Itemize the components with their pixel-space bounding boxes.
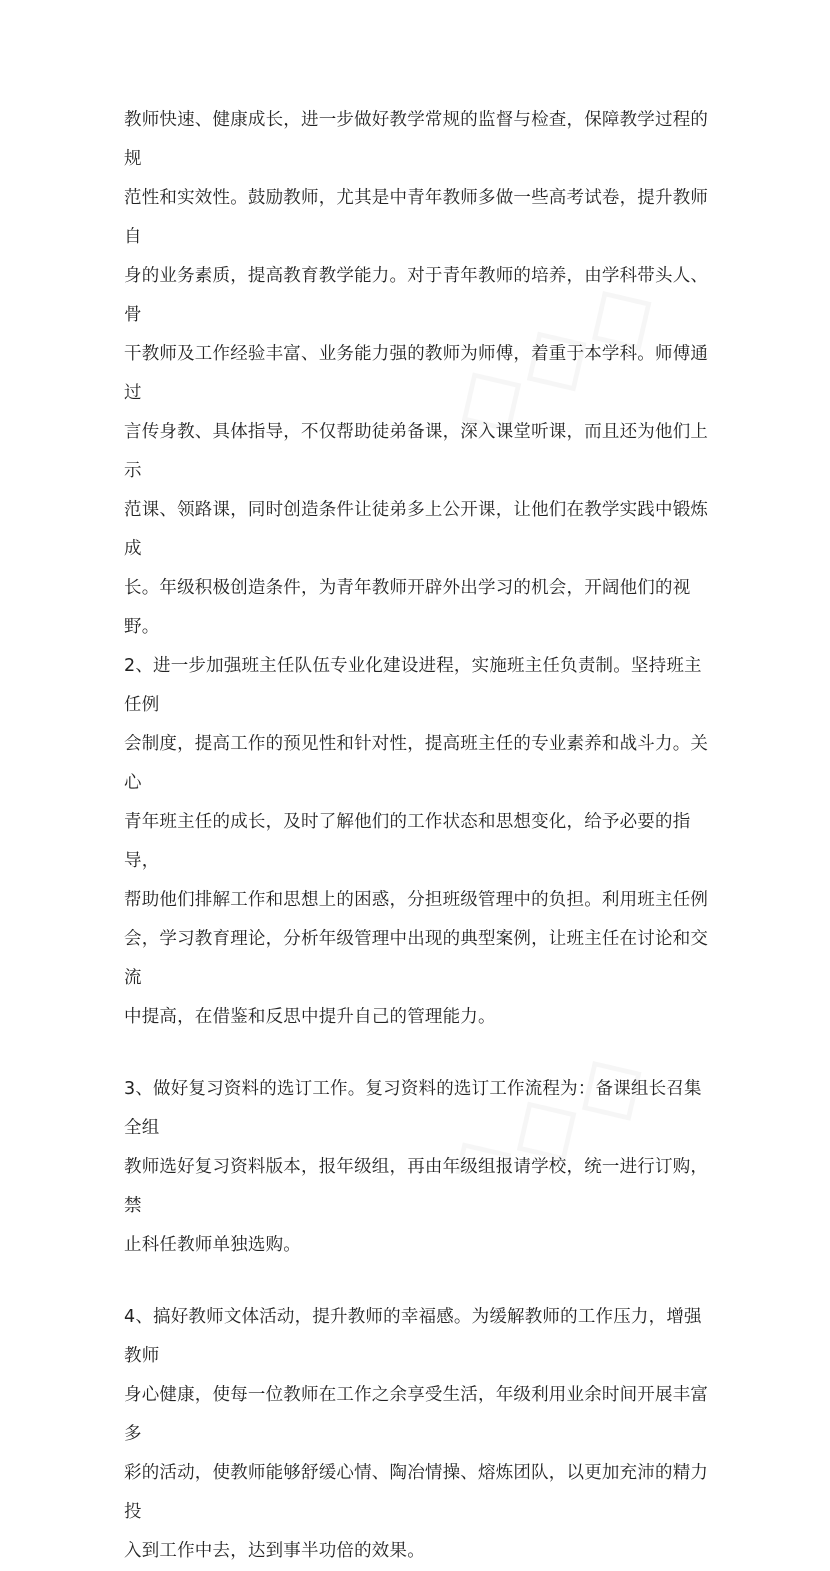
text-line: 入到工作中去，达到事半功倍的效果。: [124, 1541, 425, 1561]
text-line: 范课、领路课，同时创造条件让徒弟多上公开课，让他们在教学实践中锻炼成: [124, 500, 709, 559]
text-line: 身心健康，使每一位教师在工作之余享受生活，年级利用业余时间开展丰富多: [124, 1385, 709, 1444]
text-line: 2、进一步加强班主任队伍专业化建设进程，实施班主任负责制。坚持班主任例: [124, 656, 702, 715]
paragraph-teacher-training: [124, 101, 714, 647]
text-line: 教师快速、健康成长，进一步做好教学常规的监督与检查，保障教学过程的规: [124, 110, 709, 169]
paragraph-gap: [124, 1037, 714, 1070]
text-line: 会制度，提高工作的预见性和针对性，提高班主任的专业素养和战斗力。关心: [124, 734, 709, 793]
document-body: [124, 101, 714, 1571]
paragraph-staff-activities: [124, 1298, 714, 1571]
text-line: 身的业务素质，提高教育教学能力。对于青年教师的培养，由学科带头人、骨: [124, 266, 709, 325]
paragraph-review-materials: [124, 1070, 714, 1265]
text-line: 彩的活动，使教师能够舒缓心情、陶冶情操、熔炼团队，以更加充沛的精力投: [124, 1463, 709, 1522]
text-line: 干教师及工作经验丰富、业务能力强的教师为师傅，着重于本学科。师傅通过: [124, 344, 709, 403]
text-line: 止科任教师单独选购。: [124, 1235, 301, 1255]
paragraph-gap: [124, 1265, 714, 1298]
text-line: 4、搞好教师文体活动，提升教师的幸福感。为缓解教师的工作压力，增强教师: [124, 1307, 702, 1366]
text-line: 中提高，在借鉴和反思中提升自己的管理能力。: [124, 1007, 496, 1027]
text-line: 教师选好复习资料版本，报年级组，再由年级组报请学校，统一进行订购，禁: [124, 1157, 709, 1216]
text-line: 长。年级积极创造条件，为青年教师开辟外出学习的机会，开阔他们的视野。: [124, 578, 691, 637]
text-line: 3、做好复习资料的选订工作。复习资料的选订工作流程为：备课组长召集全组: [124, 1079, 702, 1138]
text-line: 言传身教、具体指导，不仅帮助徒弟备课，深入课堂听课，而且还为他们上示: [124, 422, 709, 481]
text-line: 会，学习教育理论，分析年级管理中出现的典型案例，让班主任在讨论和交流: [124, 929, 709, 988]
text-line: 帮助他们排解工作和思想上的困惑，分担班级管理中的负担。利用班主任例: [124, 890, 709, 910]
text-line: 青年班主任的成长，及时了解他们的工作状态和思想变化，给予必要的指导，: [124, 812, 691, 871]
paragraph-head-teacher: [124, 647, 714, 1037]
text-line: 范性和实效性。鼓励教师，尤其是中青年教师多做一些高考试卷，提升教师自: [124, 188, 709, 247]
